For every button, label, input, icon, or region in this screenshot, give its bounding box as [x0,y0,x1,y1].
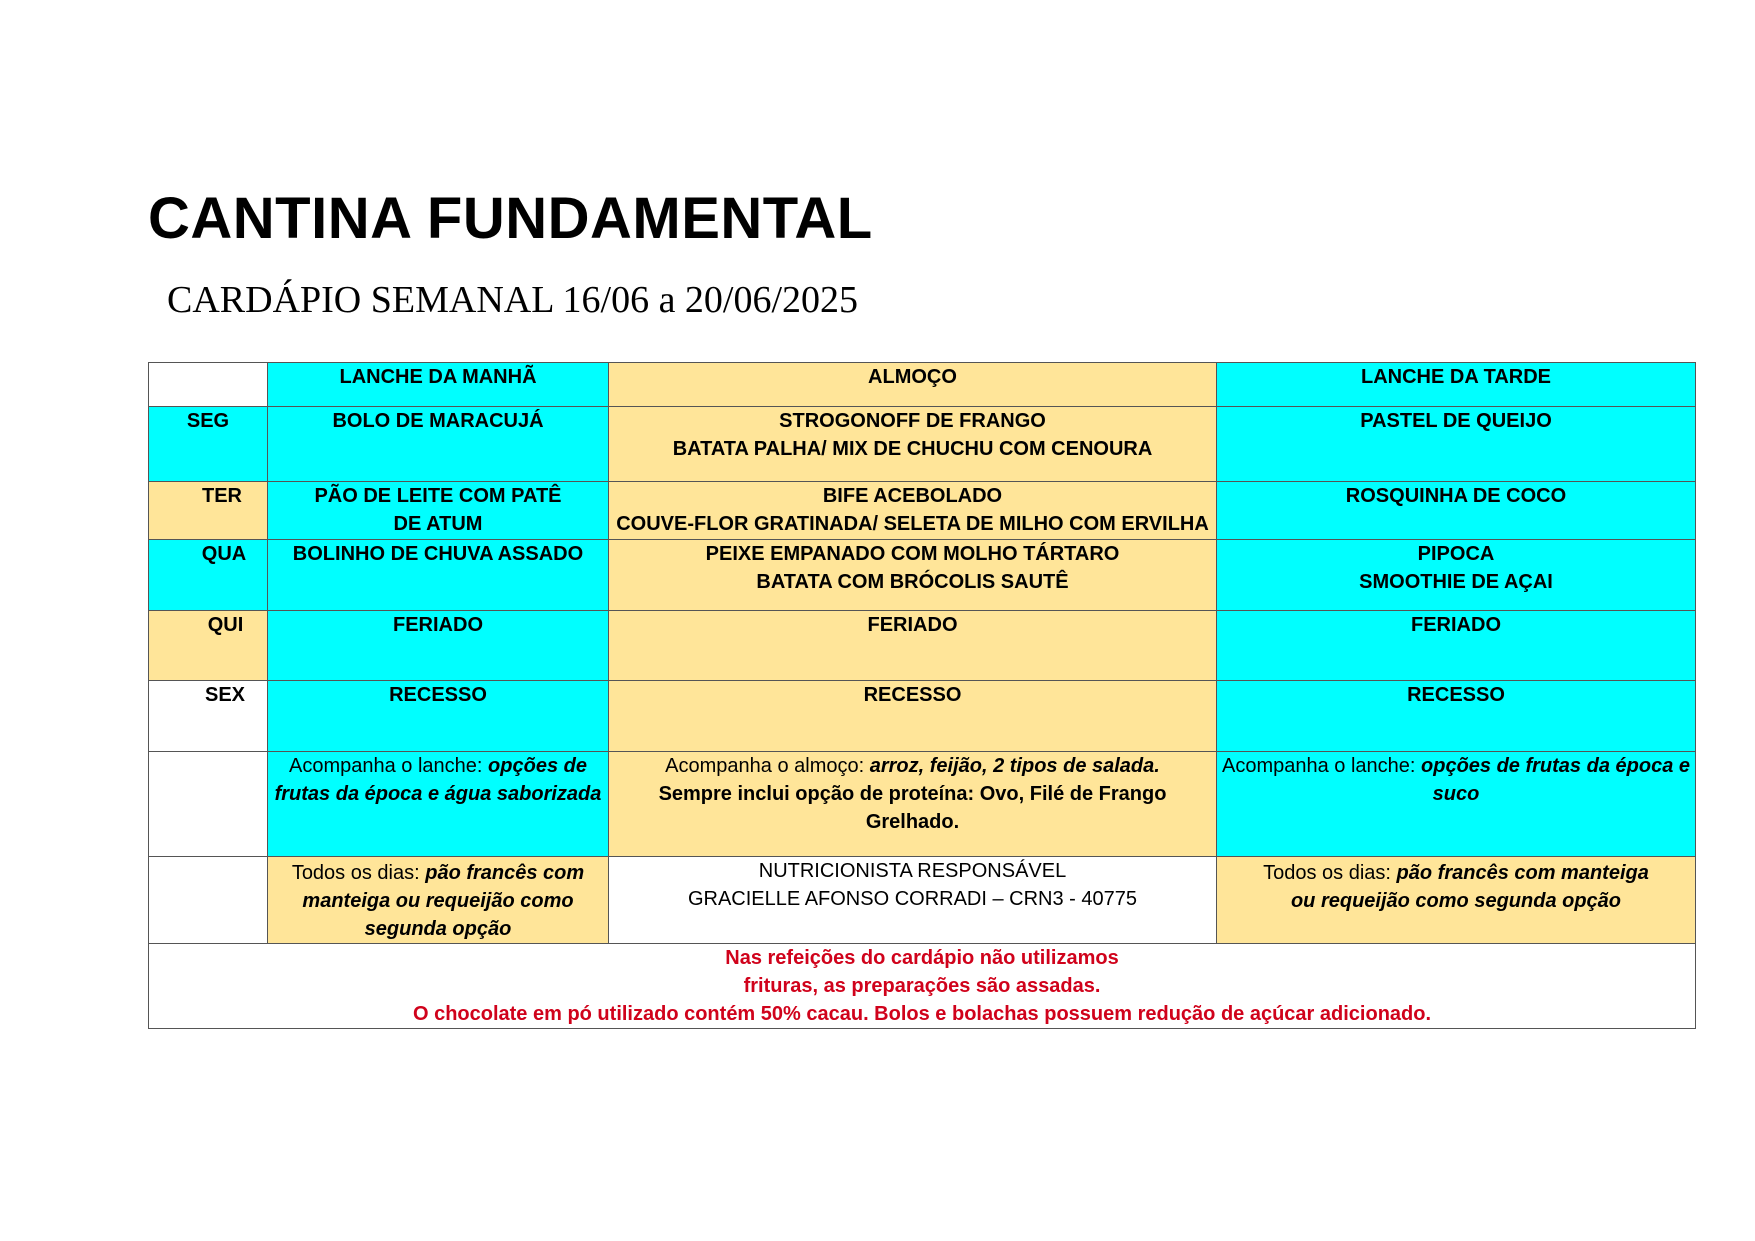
menu-item: BOLINHO DE CHUVA ASSADO [292,543,584,565]
nutritionist-cell [609,857,1217,944]
column-header-lanche-tarde: LANCHE DA TARDE [1217,363,1696,407]
blank-day-cell [149,752,268,857]
table-row [149,407,1696,482]
footer-line: frituras, as preparações são assadas. [743,975,1101,997]
daily-row [149,857,1696,944]
nutritionist-name: GRACIELLE AFONSO CORRADI – CRN3 - 40775 [687,888,1138,910]
menu-cell-seg-tarde [1217,407,1696,482]
page-title: CANTINA FUNDAMENTAL [148,186,873,251]
menu-item: RECESSO [1407,684,1505,706]
menu-cell-sex-manha [268,681,609,752]
menu-item: FERIADO [393,614,483,636]
corner-cell [149,363,268,407]
menu-item: RECESSO [389,684,487,706]
menu-item: BOLO DE MARACUJÁ [332,410,544,432]
menu-cell-qui-tarde [1217,611,1696,681]
table-row [149,611,1696,681]
menu-item: FERIADO [867,614,958,636]
protein-note: Sempre inclui opção de proteína: Ovo, Filé de Frango Grelhado. [658,783,1167,833]
daily-items: pão francês com manteiga ou requeijão como segunda opção [302,862,585,940]
weekly-menu-table [148,362,1696,1029]
menu-cell-sex-tarde [1217,681,1696,752]
accompaniment-label: Acompanha o lanche: [1221,755,1422,777]
table-row [149,540,1696,611]
table-row [149,681,1696,752]
accompaniment-items: opções de frutas da época e água saborizada [274,755,602,805]
menu-cell-sex-almoco [609,681,1217,752]
menu-item: SMOOTHIE DE AÇAI [1359,571,1553,593]
menu-cell-ter-tarde [1217,482,1696,540]
menu-item: COUVE-FLOR GRATINADA/ SELETA DE MILHO COM ERVILHA [616,513,1209,535]
footer-note [149,944,1696,1029]
menu-cell-qua-almoco [609,540,1217,611]
menu-cell-seg-almoco [609,407,1217,482]
menu-item: STROGONOFF DE FRANGO [779,410,1046,432]
menu-item: ROSQUINHA DE COCO [1345,485,1567,507]
day-label-qua: QUA [149,540,268,611]
accompaniment-items: arroz, feijão, 2 tipos de salada. [869,755,1160,777]
accompaniment-manha [268,752,609,857]
daily-tarde [1217,857,1696,944]
day-label-seg: SEG [149,407,268,482]
daily-manha [268,857,609,944]
daily-items: pão francês com manteiga ou requeijão como segunda opção [1290,862,1649,912]
menu-cell-ter-manha [268,482,609,540]
menu-cell-qui-almoco [609,611,1217,681]
header-row [149,363,1696,407]
accompaniment-label: Acompanha o almoço: [665,755,870,777]
day-label-ter: TER [149,482,268,540]
menu-cell-ter-almoco [609,482,1217,540]
footer-line: O chocolate em pó utilizado contém 50% cacau. Bolos e bolachas possuem redução de açúcar adicionado. [412,1003,1432,1025]
menu-item: BATATA COM BRÓCOLIS SAUTÊ [756,571,1069,593]
accompaniment-items: opções de frutas da época e suco [1421,755,1690,805]
blank-day-cell [149,857,268,944]
daily-label: Todos os dias: [291,862,426,884]
daily-label: Todos os dias: [1263,862,1397,884]
table-row [149,482,1696,540]
menu-item: PASTEL DE QUEIJO [1360,410,1552,432]
menu-item: RECESSO [863,684,962,706]
menu-item: PÃO DE LEITE COM PATÊ DE ATUM [314,485,562,535]
day-label-qui: QUI [149,611,268,681]
accompaniment-tarde [1217,752,1696,857]
page-subtitle: CARDÁPIO SEMANAL 16/06 a 20/06/2025 [167,279,859,321]
menu-item: PEIXE EMPANADO COM MOLHO TÁRTARO [705,543,1120,565]
footer-line: Nas refeições do cardápio não utilizamos [725,947,1119,969]
day-label-sex: SEX [149,681,268,752]
column-header-almoco: ALMOÇO [609,363,1217,407]
menu-cell-qua-manha [268,540,609,611]
accompaniment-label: Acompanha o lanche: [289,755,489,777]
menu-item: FERIADO [1411,614,1501,636]
accompaniment-almoco [609,752,1217,857]
accompaniments-row [149,752,1696,857]
menu-cell-qui-manha [268,611,609,681]
menu-item: BIFE ACEBOLADO [822,485,1003,507]
footer-row [149,944,1696,1029]
menu-item: BATATA PALHA/ MIX DE CHUCHU COM CENOURA [672,438,1153,460]
menu-cell-qua-tarde [1217,540,1696,611]
column-header-lanche-manha: LANCHE DA MANHÃ [268,363,609,407]
menu-item: PIPOCA [1417,543,1495,565]
menu-cell-seg-manha [268,407,609,482]
nutritionist-title: NUTRICIONISTA RESPONSÁVEL [758,860,1067,882]
